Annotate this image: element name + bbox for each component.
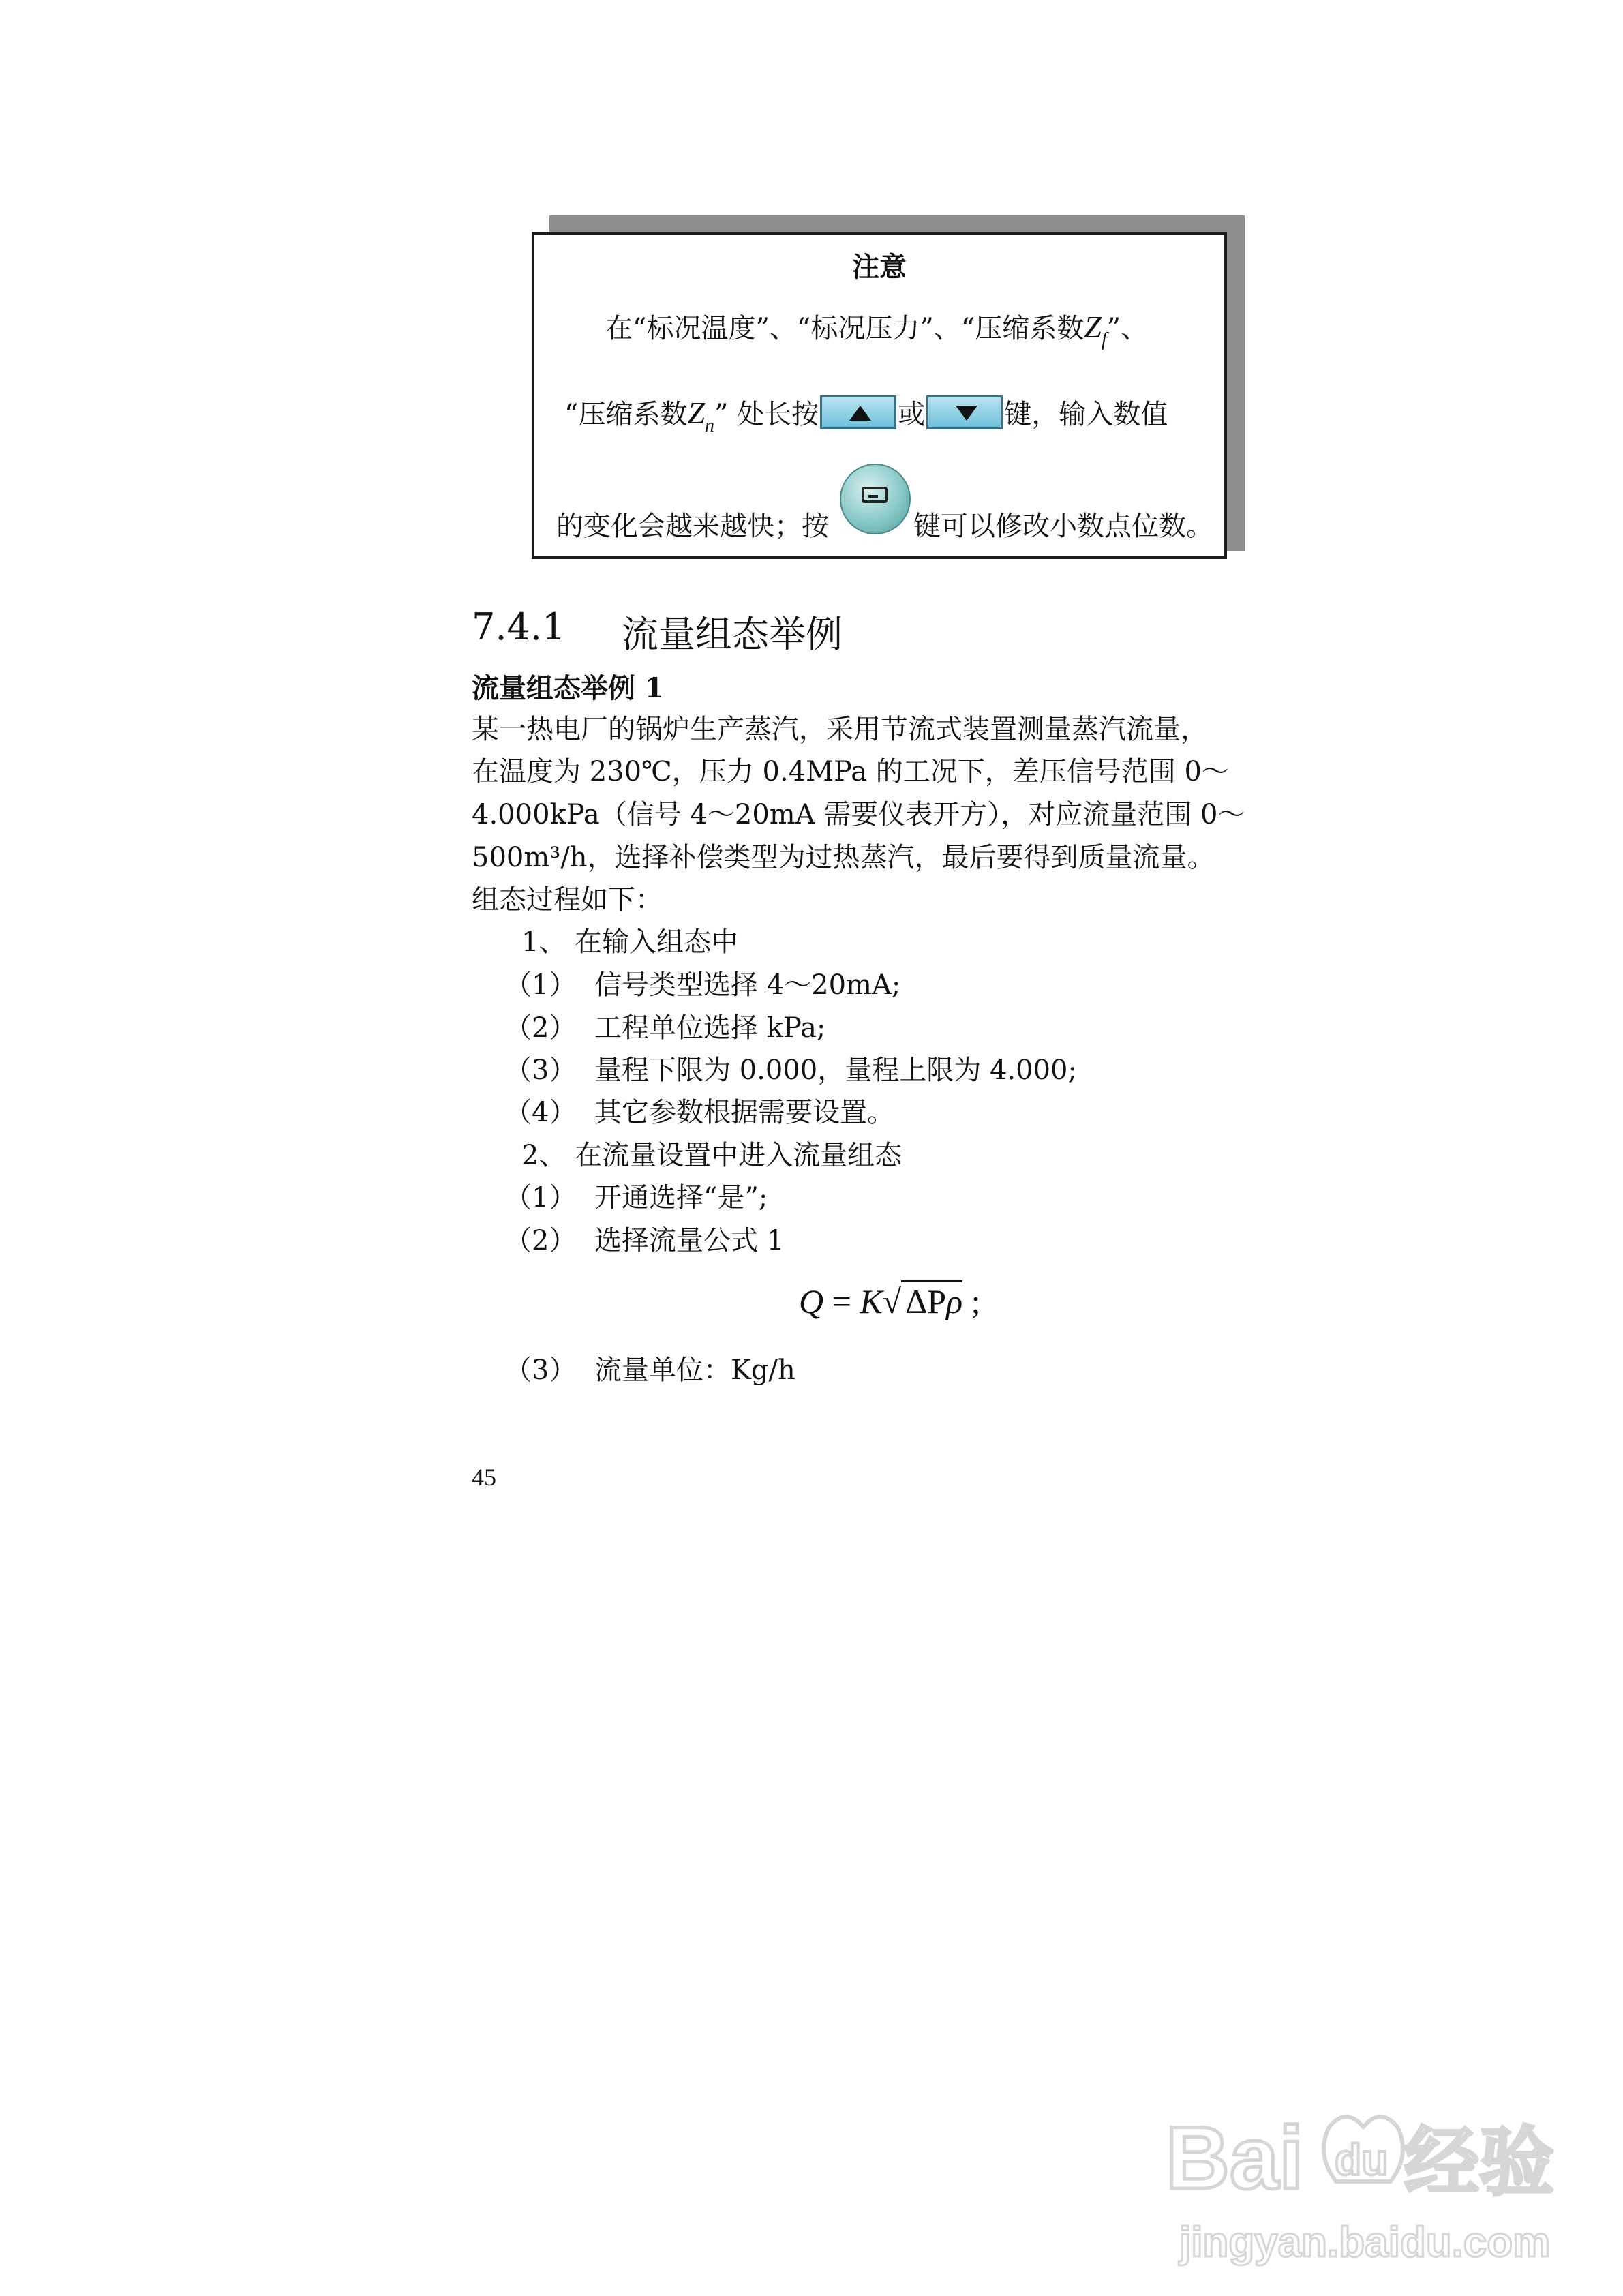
flow-formula: Q = K√ ΔPρ ; bbox=[799, 1282, 981, 1321]
baidu-jingyan-watermark-logo bbox=[1159, 2086, 1568, 2270]
example-heading: 流量组态举例 1 bbox=[472, 672, 664, 704]
list-num: （4） bbox=[504, 1097, 577, 1128]
para-line: 4.000kPa（信号 4～20mA 需要仪表开方），对应流量范围 0～ bbox=[472, 799, 1245, 830]
list-num: （3） bbox=[504, 1355, 577, 1386]
note-title: 注意 bbox=[852, 251, 907, 283]
step-2-heading: 2、 在流量设置中进入流量组态 bbox=[521, 1140, 902, 1171]
sqrt-sign: √ bbox=[882, 1282, 902, 1320]
watermark-url: jingyan.baidu.com bbox=[1179, 2219, 1551, 2266]
page-number: 45 bbox=[472, 1464, 496, 1491]
list-item: 开通选择“是”; bbox=[594, 1182, 768, 1213]
para-line: 在温度为 230℃，压力 0.4MPa 的工况下，差压信号范围 0～ bbox=[472, 756, 1229, 787]
watermark-brand-text: Bai bbox=[1166, 2108, 1304, 2207]
list-item: 信号类型选择 4～20mA; bbox=[594, 969, 901, 1001]
list-num: （1） bbox=[504, 969, 577, 1001]
note-line-2: “压缩系数$Z_n$” 处长按 或 键，输入数值 bbox=[564, 395, 1168, 436]
list-item: 量程下限为 0.000，量程上限为 4.000; bbox=[594, 1055, 1077, 1086]
list-num: （2） bbox=[504, 1012, 577, 1044]
list-num: （2） bbox=[504, 1225, 577, 1256]
list-item: 其它参数根据需要设置。 bbox=[594, 1097, 894, 1128]
down-arrow-key-icon bbox=[926, 395, 1003, 429]
section-title: 流量组态举例 bbox=[622, 613, 843, 656]
section-number: 7.4.1 bbox=[472, 605, 566, 648]
list-num: （3） bbox=[504, 1055, 577, 1086]
watermark-brand-du: du bbox=[1335, 2135, 1389, 2184]
sqrt-radicand: ΔPρ bbox=[901, 1280, 962, 1320]
enter-key-icon bbox=[840, 464, 911, 534]
note-line-1: 在“标况温度”、“标况压力”、“压缩系数$Z_f$”、 bbox=[605, 309, 1149, 350]
up-arrow-key-icon bbox=[820, 395, 896, 429]
note-line-3-a: 的变化会越来越快；按 bbox=[556, 511, 829, 542]
list-item: 选择流量公式 1 bbox=[594, 1225, 785, 1256]
note-line-3-b: 键可以修改小数点位数。 bbox=[913, 511, 1213, 542]
para-line: 500m³/h，选择补偿类型为过热蒸汽，最后要得到质量流量。 bbox=[472, 842, 1215, 873]
watermark-suffix: 经验 bbox=[1404, 2119, 1554, 2206]
list-item: 工程单位选择 kPa; bbox=[594, 1012, 826, 1044]
para-line: 组态过程如下： bbox=[472, 884, 663, 916]
list-item: 流量单位：Kg/h bbox=[594, 1355, 795, 1386]
list-num: （1） bbox=[504, 1182, 577, 1213]
para-line: 某一热电厂的锅炉生产蒸汽，采用节流式装置测量蒸汽流量， bbox=[472, 714, 1208, 745]
step-1-heading: 1、 在输入组态中 bbox=[521, 926, 739, 958]
